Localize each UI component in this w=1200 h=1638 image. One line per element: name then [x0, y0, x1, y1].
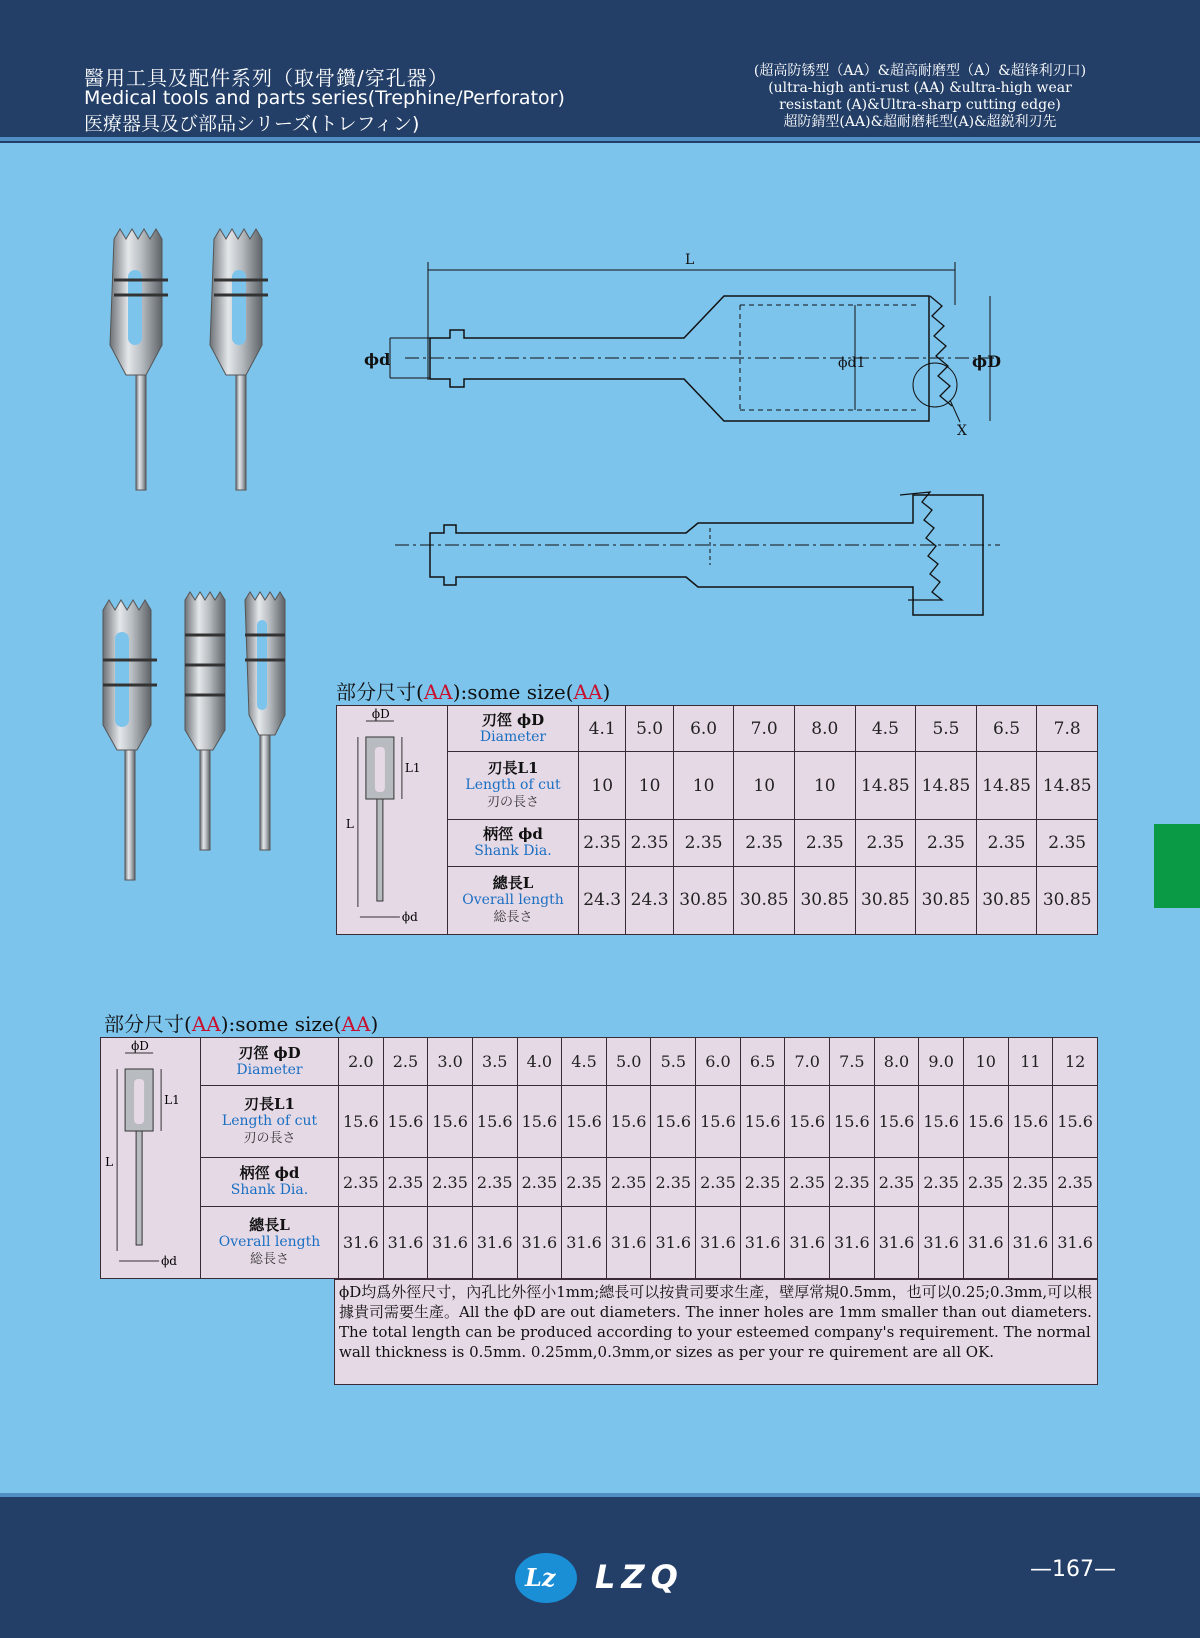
- header-title-cn: 醫用工具及配件系列（取骨鑽/穿孔器）: [84, 66, 449, 90]
- size-note: ϕD均爲外徑尺寸，內孔比外徑小1mm;總長可以按貴司要求生產，壁厚常規0.5mm，也可以0.25;0.3mm,可以根據貴司需要生產。All the ϕD are out diameters. The inner holes are 1mm smaller than out diameters. The total length can be produced according to your esteemed company's requirement. The normal wall thickness is 0.5mm. 0.25mm,0.3mm,or sizes as per your re quirement are all OK.: [334, 1279, 1098, 1385]
- table-row: [337, 866, 1098, 934]
- table-cell: 7.8: [1037, 706, 1098, 752]
- row-label-en: Shank Dia.: [230, 1182, 309, 1199]
- table-cell: 30.85: [673, 866, 734, 934]
- row-label: [201, 1086, 339, 1158]
- table-row: [337, 706, 1098, 752]
- table-cell: 2.35: [339, 1158, 384, 1206]
- row-label-en: Length of cut: [465, 777, 561, 794]
- row-label-jp: 総長さ: [249, 1251, 289, 1267]
- table-cell: 10: [673, 752, 734, 820]
- table-cell: 10: [734, 752, 795, 820]
- table-cell: 4.5: [562, 1038, 607, 1086]
- header-title-en: Medical tools and parts series(Trephine/Perforator): [84, 87, 565, 109]
- row-label-en: Overall length: [462, 891, 564, 908]
- table-cell: 4.0: [517, 1038, 562, 1086]
- label-d: ϕd: [364, 350, 391, 369]
- header-quality-note: [670, 63, 1170, 131]
- table-cell: 7.0: [785, 1038, 830, 1086]
- table-cell: 10: [963, 1038, 1008, 1086]
- table-cell: 30.85: [734, 866, 795, 934]
- table-cell: 2.35: [976, 820, 1037, 866]
- table-cell: 2.35: [874, 1158, 919, 1206]
- table-cell: 2.35: [1053, 1158, 1098, 1206]
- table-cell: 31.6: [785, 1206, 830, 1278]
- table-cell: 30.85: [855, 866, 916, 934]
- table-cell: 2.35: [830, 1158, 875, 1206]
- quality-line: 超防錆型(AA)&超耐磨耗型(A)&超鋭利刃先: [783, 114, 1057, 130]
- table-cell: 15.6: [472, 1086, 517, 1158]
- logo-swirl: [515, 1553, 577, 1603]
- table1-title: 部分尺寸(AA):some size(AA): [336, 680, 611, 704]
- table-cell: 31.6: [428, 1206, 473, 1278]
- page-number: —167—: [1030, 1557, 1116, 1582]
- table-cell: 2.35: [562, 1158, 607, 1206]
- table-cell: 24.3: [626, 866, 673, 934]
- table-cell: 31.6: [1053, 1206, 1098, 1278]
- table-cell: 2.35: [855, 820, 916, 866]
- table-cell: 15.6: [339, 1086, 384, 1158]
- table-cell: 31.6: [339, 1206, 384, 1278]
- header-title-jp: 医療器具及び部品シリーズ(トレフィン): [84, 113, 420, 135]
- table-cell: 2.35: [1008, 1158, 1053, 1206]
- table-cell: 15.6: [383, 1086, 428, 1158]
- section-tab: [1154, 824, 1200, 908]
- table-cell: 5.5: [916, 706, 977, 752]
- table-row: [101, 1038, 1098, 1086]
- table-cell: 31.6: [1008, 1206, 1053, 1278]
- row-label: [448, 752, 579, 820]
- table-cell: 15.6: [517, 1086, 562, 1158]
- table-cell: 15.6: [1053, 1086, 1098, 1158]
- table-cell: 2.35: [651, 1158, 696, 1206]
- table-cell: 15.6: [830, 1086, 875, 1158]
- table-cell: 2.35: [785, 1158, 830, 1206]
- table-cell: 14.85: [1037, 752, 1098, 820]
- table-cell: 2.35: [919, 1158, 964, 1206]
- table-cell: 5.0: [626, 706, 673, 752]
- row-label-jp: 刃の長さ: [486, 795, 539, 811]
- mini-trephine-diagram: [340, 707, 445, 929]
- table-cell: 7.5: [830, 1038, 875, 1086]
- row-label-cn: 刃長L1: [244, 1095, 295, 1114]
- size-table-1: [336, 705, 1098, 935]
- row-label-jp: 刃の長さ: [243, 1131, 296, 1147]
- table-cell: 6.0: [696, 1038, 741, 1086]
- table-cell: 10: [579, 752, 626, 820]
- table-cell: 11: [1008, 1038, 1053, 1086]
- table-cell: 2.35: [383, 1158, 428, 1206]
- quality-line: resistant (A)&Ultra-sharp cutting edge): [779, 97, 1061, 113]
- row-label-cn: 總長L: [492, 873, 534, 892]
- table-row: [101, 1158, 1098, 1206]
- label-d1: ϕd1: [838, 355, 866, 371]
- table-cell: 15.6: [696, 1086, 741, 1158]
- quality-line: (超高防锈型（AA）&超高耐磨型（A）&超锋利刃口): [753, 63, 1087, 79]
- table-cell: 30.85: [795, 866, 856, 934]
- row-label: [201, 1206, 339, 1278]
- table-cell: 4.5: [855, 706, 916, 752]
- table-row: [101, 1206, 1098, 1278]
- table-cell: 2.35: [963, 1158, 1008, 1206]
- row-label-cn: 刃長L1: [487, 759, 539, 778]
- table-cell: 12: [1053, 1038, 1098, 1086]
- trephine-5: [245, 592, 285, 850]
- technical-drawing: [360, 250, 1030, 640]
- table-cell: 31.6: [562, 1206, 607, 1278]
- table-cell: 31.6: [696, 1206, 741, 1278]
- table-cell: 14.85: [855, 752, 916, 820]
- page-header: [0, 0, 1200, 143]
- table-cell: 2.35: [1037, 820, 1098, 866]
- table-cell: 2.35: [696, 1158, 741, 1206]
- brand-name: LZQ: [595, 1558, 684, 1596]
- svg-text:Lz: Lz: [525, 1563, 556, 1592]
- table-cell: 2.35: [517, 1158, 562, 1206]
- table-cell: 31.6: [472, 1206, 517, 1278]
- row-label: [448, 820, 579, 866]
- table-row: [337, 752, 1098, 820]
- table-cell: 2.35: [428, 1158, 473, 1206]
- table-cell: 2.35: [740, 1158, 785, 1206]
- diagram-cell: [337, 706, 448, 935]
- row-label-cn: 刃徑 ϕD: [238, 1043, 301, 1062]
- table-cell: 31.6: [919, 1206, 964, 1278]
- trephine-photo-top: [100, 225, 300, 515]
- diagram-cell: [101, 1038, 201, 1279]
- row-label: [201, 1158, 339, 1206]
- table-cell: 2.0: [339, 1038, 384, 1086]
- table-cell: 6.5: [740, 1038, 785, 1086]
- table-cell: 31.6: [606, 1206, 651, 1278]
- table-cell: 4.1: [579, 706, 626, 752]
- label-L1: L1: [404, 761, 421, 775]
- size-table-2: [100, 1037, 1098, 1279]
- label-L: L: [685, 252, 695, 268]
- trephine-4: [185, 592, 225, 850]
- label-L1: L1: [164, 1093, 180, 1107]
- trephine-photo-bottom: [95, 590, 305, 890]
- header-divider: [0, 137, 1200, 141]
- table-cell: 3.0: [428, 1038, 473, 1086]
- table-cell: 6.5: [976, 706, 1037, 752]
- row-label-en: Length of cut: [221, 1113, 318, 1130]
- table-cell: 31.6: [740, 1206, 785, 1278]
- table-cell: 31.6: [830, 1206, 875, 1278]
- label-d: ϕd: [161, 1254, 177, 1268]
- label-X: X: [957, 423, 967, 439]
- table-cell: 15.6: [785, 1086, 830, 1158]
- row-label-en: Overall length: [218, 1233, 321, 1250]
- table-cell: 15.6: [1008, 1086, 1053, 1158]
- label-L: L: [105, 1155, 114, 1169]
- table2-title: 部分尺寸(AA):some size(AA): [104, 1012, 379, 1036]
- table-cell: 2.5: [383, 1038, 428, 1086]
- table-cell: 2.35: [734, 820, 795, 866]
- trephine-1: [110, 229, 168, 490]
- table-cell: 2.35: [472, 1158, 517, 1206]
- table-cell: 10: [795, 752, 856, 820]
- table-cell: 15.6: [606, 1086, 651, 1158]
- table-row: [337, 820, 1098, 866]
- table-cell: 31.6: [651, 1206, 696, 1278]
- label-L: L: [345, 817, 354, 831]
- table-cell: 8.0: [874, 1038, 919, 1086]
- trephine-3: [103, 600, 157, 880]
- row-label-en: Shank Dia.: [474, 842, 552, 859]
- table-cell: 2.35: [795, 820, 856, 866]
- table-cell: 15.6: [874, 1086, 919, 1158]
- row-label-cn: 刃徑 ϕD: [481, 710, 545, 729]
- table-cell: 2.35: [626, 820, 673, 866]
- row-label: [201, 1038, 339, 1086]
- table-cell: 2.35: [916, 820, 977, 866]
- table-cell: 6.0: [673, 706, 734, 752]
- row-label: [448, 866, 579, 934]
- label-D: ϕD: [131, 1039, 149, 1053]
- row-label-jp: 総長さ: [493, 909, 533, 925]
- table-cell: 2.35: [579, 820, 626, 866]
- table-cell: 2.35: [606, 1158, 651, 1206]
- table-cell: 9.0: [919, 1038, 964, 1086]
- row-label: [448, 706, 579, 752]
- label-d: ϕd: [401, 910, 418, 924]
- table-cell: 2.35: [673, 820, 734, 866]
- table-cell: 31.6: [874, 1206, 919, 1278]
- table-cell: 5.0: [606, 1038, 651, 1086]
- label-D: ϕD: [371, 707, 390, 721]
- table-cell: 31.6: [517, 1206, 562, 1278]
- row-label-en: Diameter: [236, 1061, 303, 1078]
- table-cell: 30.85: [916, 866, 977, 934]
- quality-line: (ultra-high anti-rust (AA) &ultra-high wear: [768, 80, 1072, 96]
- table-cell: 5.5: [651, 1038, 696, 1086]
- trephine-2: [210, 229, 268, 490]
- row-label-cn: 總長L: [249, 1215, 290, 1234]
- label-D: ϕD: [972, 352, 1001, 371]
- table-cell: 30.85: [1037, 866, 1098, 934]
- table-cell: 15.6: [562, 1086, 607, 1158]
- table-cell: 7.0: [734, 706, 795, 752]
- table-cell: 14.85: [976, 752, 1037, 820]
- mini-trephine-diagram: [103, 1039, 198, 1273]
- table-cell: 30.85: [976, 866, 1037, 934]
- brand-logo-icon: [515, 1553, 577, 1603]
- row-label-cn: 柄徑 ϕd: [239, 1164, 300, 1183]
- table-cell: 14.85: [916, 752, 977, 820]
- table-cell: 31.6: [963, 1206, 1008, 1278]
- table-cell: 24.3: [579, 866, 626, 934]
- table-cell: 15.6: [428, 1086, 473, 1158]
- table-cell: 8.0: [795, 706, 856, 752]
- table-cell: 3.5: [472, 1038, 517, 1086]
- table-cell: 15.6: [740, 1086, 785, 1158]
- table-cell: 15.6: [651, 1086, 696, 1158]
- table-row: [101, 1086, 1098, 1158]
- row-label-cn: 柄徑 ϕd: [483, 824, 543, 843]
- table-cell: 31.6: [383, 1206, 428, 1278]
- table-cell: 15.6: [963, 1086, 1008, 1158]
- row-label-en: Diameter: [479, 728, 547, 745]
- table-cell: 15.6: [919, 1086, 964, 1158]
- table-cell: 10: [626, 752, 673, 820]
